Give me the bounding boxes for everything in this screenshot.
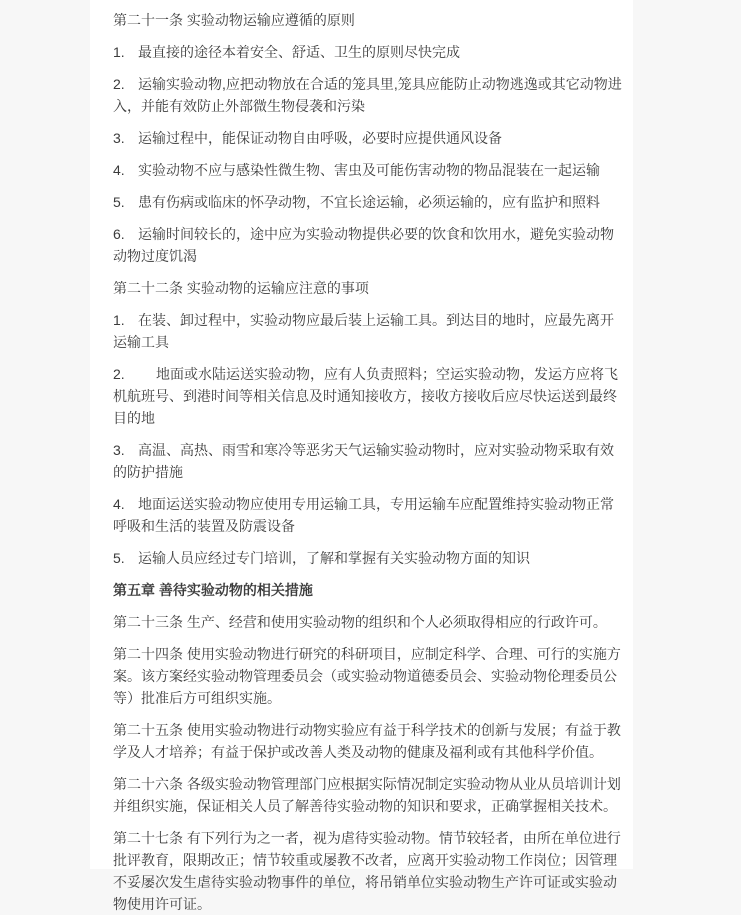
article-22-item-5 bbox=[113, 547, 627, 569]
item-text: 地面或水陆运送实验动物，应有人负责照料；空运实验动物，发运方应将飞机航班号、到港时间等相关信息及时通知接收方，接收方接收后应尽快运送到最终目的地 bbox=[113, 366, 618, 426]
item-number: 4. bbox=[113, 162, 125, 178]
item-number: 2. bbox=[113, 76, 125, 92]
item-number: 3. bbox=[113, 130, 125, 146]
item-number: 5. bbox=[113, 550, 125, 566]
article-22-item-2 bbox=[113, 363, 627, 429]
item-text: 实验动物不应与感染性微生物、害虫及可能伤害动物的物品混装在一起运输 bbox=[138, 162, 600, 178]
article-27-paragraph: 第二十七条 有下列行为之一者，视为虐待实验动物。情节较轻者，由所在单位进行批评教育，限期改正；情节较重或屡教不改者，应离开实验动物工作岗位；因管理不妥屡次发生虐待实验动物事件的单位，将吊销单位实验动物生产许可证或实验动物使用许可证。 bbox=[113, 830, 621, 912]
item-number: 5. bbox=[113, 194, 125, 210]
item-number: 4. bbox=[113, 496, 125, 512]
article-23-paragraph: 第二十三条 生产、经营和使用实验动物的组织和个人必须取得相应的行政许可。 bbox=[113, 614, 607, 630]
article-21-item-3 bbox=[113, 127, 627, 149]
item-text: 在装、卸过程中，实验动物应最后装上运输工具。到达目的地时，应最先离开运输工具 bbox=[113, 312, 614, 350]
article-21-item-2 bbox=[113, 73, 627, 117]
article-24-paragraph: 第二十四条 使用实验动物进行研究的科研项目，应制定科学、合理、可行的实施方案。该方案经实验动物管理委员会（或实验动物道德委员会、实验动物伦理委员公等）批准后方可组织实施。 bbox=[113, 646, 621, 706]
article-21-item-6 bbox=[113, 223, 627, 267]
item-number: 2. bbox=[113, 366, 125, 382]
article-22-item-1 bbox=[113, 309, 627, 353]
item-text: 患有伤病或临床的怀孕动物，不宜长途运输，必须运输的，应有监护和照料 bbox=[138, 194, 600, 210]
article-21-heading: 第二十一条 实验动物运输应遵循的原则 bbox=[113, 12, 355, 28]
item-text: 运输人员应经过专门培训，了解和掌握有关实验动物方面的知识 bbox=[138, 550, 530, 566]
item-number: 1. bbox=[113, 312, 125, 328]
item-number: 6. bbox=[113, 226, 125, 242]
item-text: 运输时间较长的，途中应为实验动物提供必要的饮食和饮用水，避免实验动物动物过度饥渴 bbox=[113, 226, 614, 264]
article-22-item-4 bbox=[113, 493, 627, 537]
item-text: 地面运送实验动物应使用专用运输工具，专用运输车应配置维持实验动物正常呼吸和生活的装置及防震设备 bbox=[113, 496, 614, 534]
document-page bbox=[90, 0, 633, 912]
item-number: 3. bbox=[113, 442, 125, 458]
chapter-5-heading: 第五章 善待实验动物的相关措施 bbox=[113, 582, 313, 598]
item-text: 高温、高热、雨雪和寒冷等恶劣天气运输实验动物时，应对实验动物采取有效的防护措施 bbox=[113, 442, 614, 480]
article-22-heading: 第二十二条 实验动物的运输应注意的事项 bbox=[113, 280, 369, 296]
article-22-item-3 bbox=[113, 439, 627, 483]
item-text: 最直接的途径本着安全、舒适、卫生的原则尽快完成 bbox=[138, 44, 460, 60]
article-21-item-1 bbox=[113, 41, 627, 63]
article-21-item-5 bbox=[113, 191, 627, 213]
item-text: 运输实验动物,应把动物放在合适的笼具里,笼具应能防止动物逃逸或其它动物进入，并能有效防止外部微生物侵袭和污染 bbox=[113, 76, 622, 114]
article-21-item-4 bbox=[113, 159, 627, 181]
article-25-paragraph: 第二十五条 使用实验动物进行动物实验应有益于科学技术的创新与发展；有益于教学及人才培养；有益于保护或改善人类及动物的健康及福利或有其他科学价值。 bbox=[113, 722, 621, 760]
item-number: 1. bbox=[113, 44, 125, 60]
article-26-paragraph: 第二十六条 各级实验动物管理部门应根据实际情况制定实验动物从业从员培训计划并组织实施，保证相关人员了解善待实验动物的知识和要求，正确掌握相关技术。 bbox=[113, 776, 621, 814]
item-text: 运输过程中，能保证动物自由呼吸，必要时应提供通风设备 bbox=[138, 130, 502, 146]
